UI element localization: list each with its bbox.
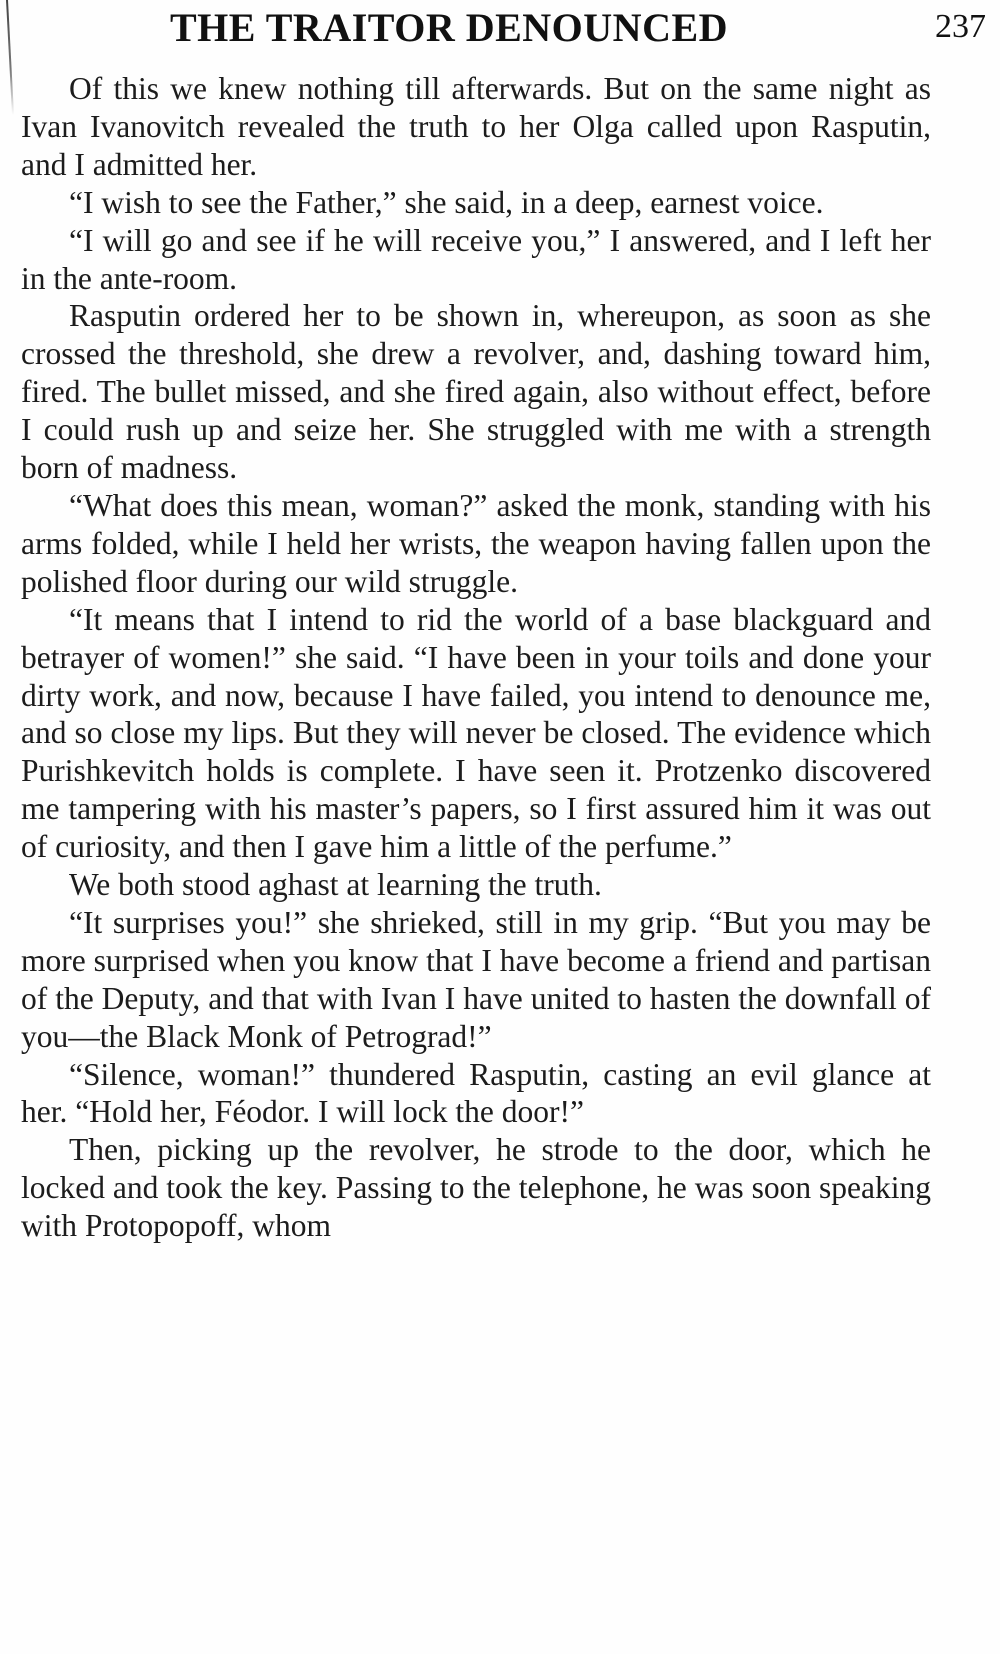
body-text [21, 70, 931, 1245]
paragraph-6: “It means that I intend to rid the world of a base blackguard and betrayer of women!” she said. “I have been in your toils and done your dirty work, and now, because I have failed, you intend to denounce me, and so close my lips. But they will never be closed. The evidence which Purishkevitch holds is complete. I have seen it. Protzenko discovered me tampering with his master’s papers, so I first assured him it was out of curiosity, and then I gave him a little of the perfume.” [21, 601, 931, 865]
running-head [170, 4, 1000, 56]
paragraph-4: Rasputin ordered her to be shown in, whereupon, as soon as she crossed the threshold, she drew a revolver, and, dashing toward him, fired. The bullet missed, and she fired again, also without effect, before I could rush up and seize her. She struggled with me with a strength born of madness. [21, 298, 931, 486]
paragraph-3: “I will go and see if he will receive you,” I answered, and I left her in the ante-room. [21, 222, 931, 296]
paragraph-10: Then, picking up the revolver, he strode to the door, which he locked and took the key. Passing to the telephone, he was soon speaking with Protopopoff, whom [21, 1132, 931, 1244]
paragraph-8: “It surprises you!” she shrieked, still in my grip. “But you may be more surprised when you know that I have become a friend and partisan of the Deputy, and that with Ivan I have united to hasten the downfall of you—the Black Monk of Petrograd!” [21, 904, 931, 1054]
paragraph-1: Of this we knew nothing till afterwards. But on the same night as Ivan Ivanovitch revealed the truth to her Olga called upon Rasputin, and I admitted her. [21, 71, 931, 182]
paragraph-9: “Silence, woman!” thundered Rasputin, casting an evil glance at her. “Hold her, Féodor. I will lock the door!” [21, 1056, 931, 1130]
paragraph-2: “I wish to see the Father,” she said, in a deep, earnest voice. [69, 184, 824, 220]
paragraph-5: “What does this mean, woman?” asked the monk, standing with his arms folded, while I held her wrists, the weapon having fallen upon the polished floor during our wild struggle. [21, 487, 931, 599]
running-title: THE TRAITOR DENOUNCED [170, 5, 729, 50]
page-number: 237 [935, 8, 986, 45]
scan-edge-mark [6, 0, 14, 115]
paragraph-7: We both stood aghast at learning the truth. [69, 867, 602, 903]
